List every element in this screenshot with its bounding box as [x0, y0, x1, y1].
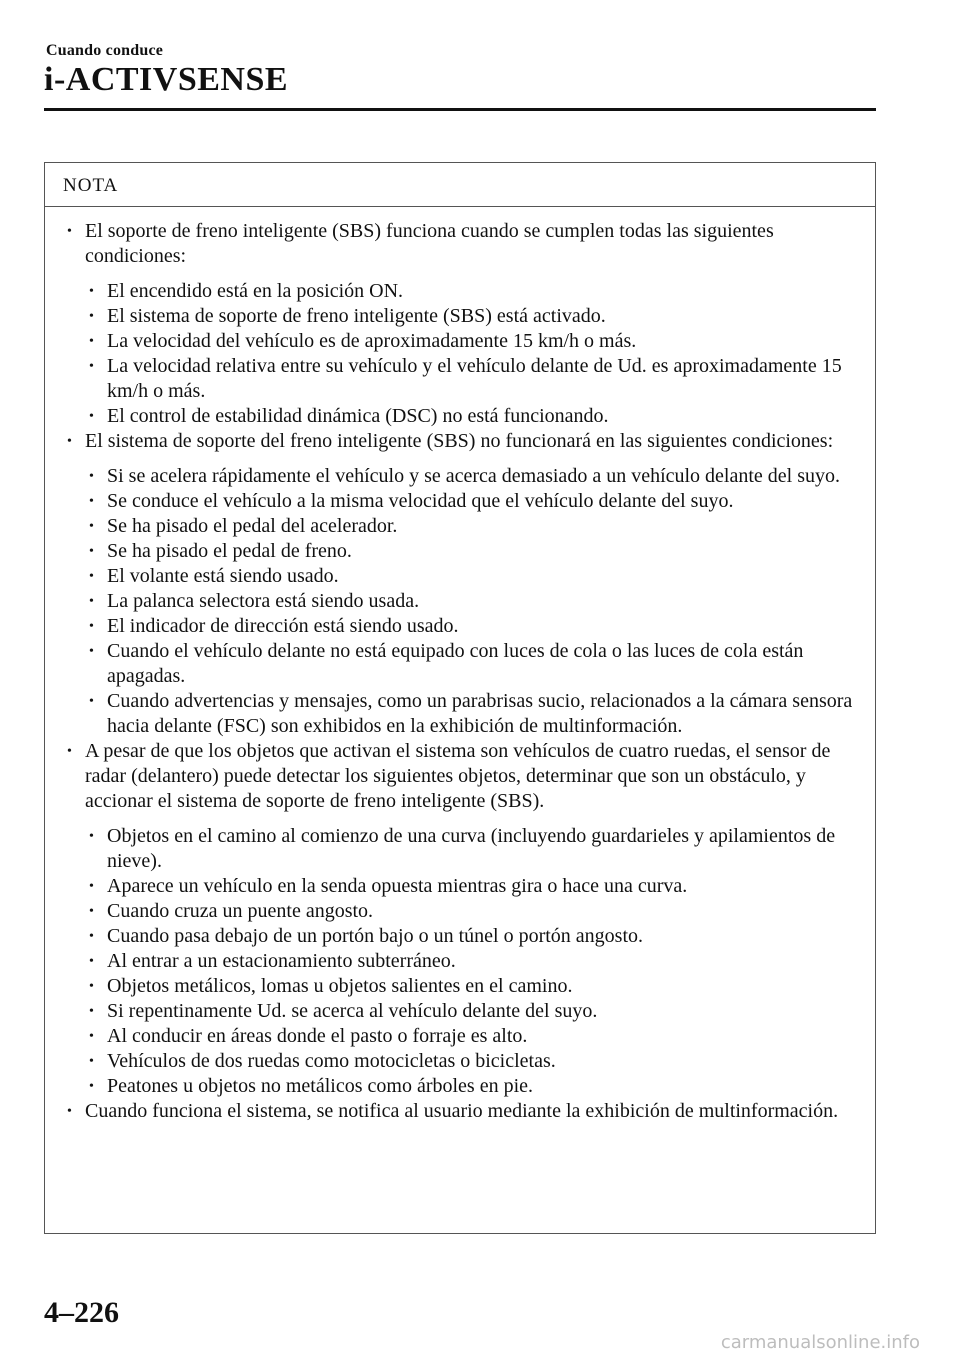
bullet-icon: •: [89, 694, 94, 709]
bullet-icon: •: [89, 469, 94, 484]
sub-list-item: [63, 899, 869, 924]
sub-list-item: [63, 999, 869, 1024]
list-item-text: Cuando pasa debajo de un portón bajo o un túnel o portón angosto.: [107, 925, 644, 947]
bullet-icon: •: [89, 929, 94, 944]
list-item-text: La palanca selectora está siendo usada.: [107, 590, 420, 612]
list-item-text: El volante está siendo usado.: [107, 565, 339, 587]
list-item: [63, 219, 869, 269]
sub-list-item: [63, 404, 869, 429]
sub-list-item: [63, 564, 869, 589]
sub-list-item: [63, 1024, 869, 1049]
list-item-text: Al entrar a un estacionamiento subterráneo.: [107, 950, 456, 972]
bullet-icon: •: [89, 1004, 94, 1019]
sub-list-item: [63, 639, 869, 689]
bullet-icon: •: [89, 494, 94, 509]
list-item-text: Vehículos de dos ruedas como motocicletas o bicicletas.: [107, 1050, 556, 1072]
bullet-icon: •: [89, 284, 94, 299]
sub-list-item: [63, 824, 869, 874]
sub-list-item: [63, 924, 869, 949]
sub-list-item: [63, 1074, 869, 1099]
list-item-text: Si se acelera rápidamente el vehículo y se acerca demasiado a un vehículo delante del suyo.: [107, 465, 841, 487]
bullet-icon: •: [67, 434, 72, 449]
bullet-icon: •: [89, 519, 94, 534]
bullet-icon: •: [89, 409, 94, 424]
list-item: [63, 739, 869, 814]
list-item-text: Si repentinamente Ud. se acerca al vehículo delante del suyo.: [107, 1000, 598, 1022]
sub-list-item: [63, 329, 869, 354]
list-item-text: La velocidad relativa entre su vehículo y el vehículo delante de Ud. es aproximadamente 15 km/h o más.: [107, 355, 842, 402]
list-item-text: Se conduce el vehículo a la misma velocidad que el vehículo delante del suyo.: [107, 490, 734, 512]
list-item-text: Peatones u objetos no metálicos como árboles en pie.: [107, 1075, 534, 1097]
note-title: NOTA: [63, 175, 119, 196]
list-item-text: Aparece un vehículo en la senda opuesta mientras gira o hace una curva.: [107, 875, 688, 897]
bullet-icon: •: [89, 829, 94, 844]
header-divider: [44, 108, 876, 111]
sub-list-item: [63, 1049, 869, 1074]
list-item-text: Al conducir en áreas donde el pasto o forraje es alto.: [107, 1025, 528, 1047]
list-item-text: El sistema de soporte de freno inteligente (SBS) está activado.: [107, 305, 606, 327]
bullet-icon: •: [89, 1079, 94, 1094]
bullet-icon: •: [89, 594, 94, 609]
list-item-text: El control de estabilidad dinámica (DSC) no está funcionando.: [107, 405, 609, 427]
sub-list-item: [63, 304, 869, 329]
list-item-text: La velocidad del vehículo es de aproximadamente 15 km/h o más.: [107, 330, 637, 352]
bullet-icon: •: [89, 569, 94, 584]
sub-list-item: [63, 874, 869, 899]
page-number: 4–226: [44, 1296, 119, 1329]
sub-list-item: [63, 514, 869, 539]
bullet-icon: •: [89, 904, 94, 919]
bullet-icon: •: [89, 979, 94, 994]
section-kicker: Cuando conduce: [46, 42, 164, 59]
sub-list-item: [63, 539, 869, 564]
list-item-text: Objetos metálicos, lomas u objetos salientes en el camino.: [107, 975, 573, 997]
note-box: [44, 162, 876, 1234]
sub-list-item: [63, 354, 869, 404]
bullet-icon: •: [67, 1104, 72, 1119]
sub-list-item: [63, 589, 869, 614]
bullet-icon: •: [67, 224, 72, 239]
list-item-text: A pesar de que los objetos que activan el sistema son vehículos de cuatro ruedas, el sensor de radar (delantero) puede detectar los siguientes objetos, determinar que son un obstáculo, y accionar el sistema de soporte de freno inteligente (SBS).: [85, 740, 831, 812]
bullet-icon: •: [89, 1054, 94, 1069]
watermark: carmanualsonline.info: [720, 1332, 920, 1353]
list-item-text: Se ha pisado el pedal de freno.: [107, 540, 352, 562]
note-divider: [45, 206, 875, 207]
sub-list-item: [63, 614, 869, 639]
bullet-icon: •: [89, 1029, 94, 1044]
list-item-text: Objetos en el camino al comienzo de una curva (incluyendo guardarieles y apilamientos de nieve).: [107, 825, 836, 872]
sub-list-item: [63, 489, 869, 514]
note-content: [63, 219, 869, 1124]
list-item-text: El indicador de dirección está siendo usado.: [107, 615, 459, 637]
list-item-text: Cuando funciona el sistema, se notifica al usuario mediante la exhibición de multinformación.: [85, 1100, 839, 1122]
list-item-text: Cuando cruza un puente angosto.: [107, 900, 374, 922]
list-item: [63, 1099, 869, 1124]
list-item-text: El soporte de freno inteligente (SBS) funciona cuando se cumplen todas las siguientes condiciones:: [85, 220, 774, 267]
bullet-icon: •: [89, 334, 94, 349]
list-item-text: Cuando advertencias y mensajes, como un parabrisas sucio, relacionados a la cámara sensora hacia delante (FSC) son exhibidos en la exhibición de multinformación.: [107, 690, 853, 737]
sub-list-item: [63, 464, 869, 489]
list-item-text: Se ha pisado el pedal del acelerador.: [107, 515, 398, 537]
bullet-icon: •: [89, 544, 94, 559]
list-item-text: Cuando el vehículo delante no está equipado con luces de cola o las luces de cola están apagadas.: [107, 640, 804, 687]
sub-list-item: [63, 689, 869, 739]
bullet-icon: •: [89, 309, 94, 324]
page-title: i-ACTIVSENSE: [44, 61, 289, 98]
bullet-icon: •: [89, 954, 94, 969]
bullet-icon: •: [89, 619, 94, 634]
bullet-icon: •: [67, 744, 72, 759]
sub-list-item: [63, 949, 869, 974]
bullet-icon: •: [89, 359, 94, 374]
bullet-icon: •: [89, 879, 94, 894]
list-item-text: El sistema de soporte del freno inteligente (SBS) no funcionará en las siguientes condiciones:: [85, 430, 834, 452]
list-item: [63, 429, 869, 454]
sub-list-item: [63, 974, 869, 999]
bullet-icon: •: [89, 644, 94, 659]
sub-list-item: [63, 279, 869, 304]
list-item-text: El encendido está en la posición ON.: [107, 280, 404, 302]
